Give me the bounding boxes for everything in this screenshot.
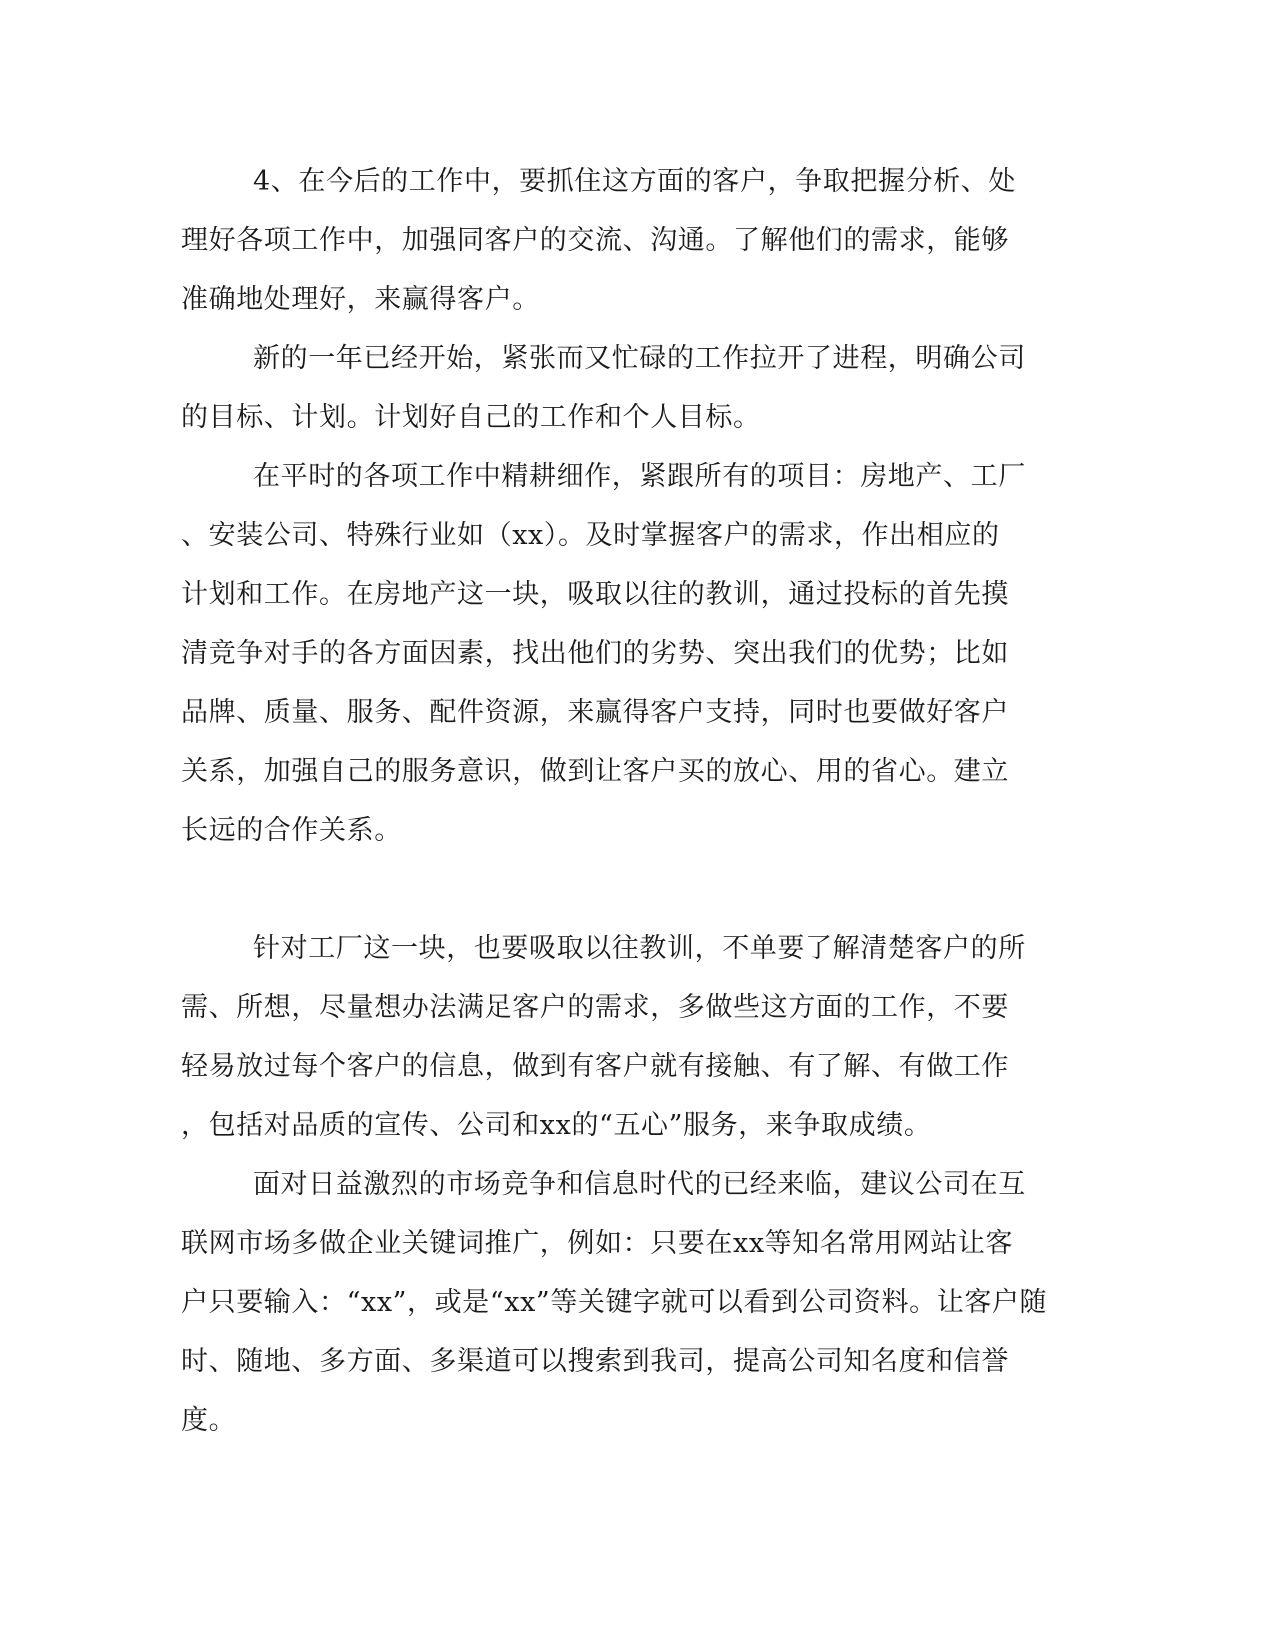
paragraph-line: 时、随地、多方面、多渠道可以搜索到我司，提高公司知名度和信誉 — [181, 1346, 1009, 1377]
paragraph-line: 需、所想，尽量想办法满足客户的需求，多做些这方面的工作，不要 — [181, 992, 1009, 1023]
paragraph-line: 联网市场多做企业关键词推广，例如：只要在xx等知名常用网站让客 — [181, 1228, 1014, 1259]
paragraph-1 — [181, 152, 1041, 329]
paragraph-5 — [181, 1155, 1048, 1450]
paragraph-3 — [181, 447, 1041, 919]
paragraph-line: 品牌、质量、服务、配件资源，来赢得客户支持，同时也要做好客户 — [181, 697, 1009, 728]
paragraph-line: 准确地处理好，来赢得客户。 — [181, 284, 540, 315]
paragraph-line: 关系，加强自己的服务意识，做到让客户买的放心、用的省心。建立 — [181, 756, 1009, 787]
paragraph-line: 轻易放过每个客户的信息，做到有客户就有接触、有了解、有做工作 — [181, 1051, 1009, 1082]
paragraph-line: 4、在今后的工作中，要抓住这方面的客户，争取把握分析、处 — [253, 166, 1016, 197]
paragraph-4 — [181, 919, 1041, 1155]
paragraph-line: 、安装公司、特殊行业如（xx）。及时掌握客户的需求，作出相应的 — [181, 520, 1000, 551]
paragraph-line — [181, 860, 1041, 919]
paragraph-line: 计划和工作。在房地产这一块，吸取以往的教训，通过投标的首先摸 — [181, 579, 1009, 610]
paragraph-line: 度。 — [181, 1405, 237, 1436]
paragraph-line: 清竞争对手的各方面因素，找出他们的劣势、突出我们的优势；比如 — [181, 638, 1009, 669]
paragraph-line: 长远的合作关系。 — [181, 815, 402, 846]
paragraph-line: ，包括对品质的宣传、公司和xx的“五心”服务，来争取成绩。 — [181, 1110, 932, 1141]
paragraph-line: 在平时的各项工作中精耕细作，紧跟所有的项目：房地产、工厂 — [253, 461, 1026, 492]
document-body — [181, 152, 1048, 1450]
paragraph-line: 理好各项工作中，加强同客户的交流、沟通。了解他们的需求，能够 — [181, 225, 1009, 256]
paragraph-line: 户只要输入：“xx”，或是“xx”等关键字就可以看到公司资料。让客户随 — [181, 1287, 1048, 1318]
paragraph-line: 的目标、计划。计划好自己的工作和个人目标。 — [181, 402, 761, 433]
paragraph-2 — [181, 329, 1041, 447]
paragraph-line: 针对工厂这一块，也要吸取以往教训，不单要了解清楚客户的所 — [253, 933, 1026, 964]
paragraph-line: 面对日益激烈的市场竞争和信息时代的已经来临，建议公司在互 — [253, 1169, 1026, 1200]
paragraph-line: 新的一年已经开始，紧张而又忙碌的工作拉开了进程，明确公司 — [253, 343, 1026, 374]
